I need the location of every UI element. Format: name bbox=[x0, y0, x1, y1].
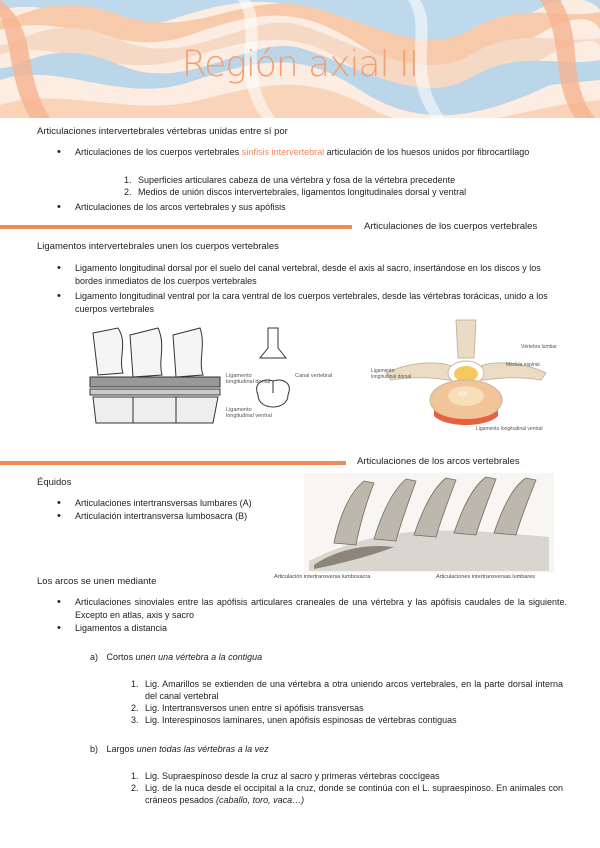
arcos-item-2: • Ligamentos a distancia bbox=[37, 622, 567, 635]
largos-desc: unen todas las vértebras a la vez bbox=[136, 744, 269, 754]
item-text: Lig. Amarillos se extienden de una vértebra a otra uniendo arcos vertebrales, en la parte dorsal interna del canal vertebral bbox=[145, 679, 563, 701]
fig1-label-ventral: Ligamento longitudinal ventral bbox=[226, 407, 272, 419]
fig1-label-canal: Canal vertebral bbox=[295, 373, 333, 379]
equidos-label: Équidos bbox=[37, 477, 72, 488]
fig1-label-dorsal: Ligamento longitudinal dorsal bbox=[226, 373, 271, 385]
intro-bullet-2: • Articulaciones de los arcos vertebrales y sus apófisis bbox=[37, 201, 567, 214]
intro-heading: Articulaciones intervertebrales vértebras unidas entre sí por bbox=[37, 126, 288, 137]
item-text: Lig. Supraespinoso desde la cruz al sacro y primeras vértebras coccígeas bbox=[145, 771, 440, 781]
lumbar-spine-figure bbox=[274, 473, 554, 585]
intro-list bbox=[37, 146, 567, 159]
item-text-italic: (caballo, toro, vaca…) bbox=[216, 795, 305, 805]
fig2-label-medula: Médula espinal bbox=[506, 362, 540, 368]
cortos-item-1: 1. Lig. Amarillos se extienden de una vértebra a otra uniendo arcos vertebrales, en la parte dorsal interna del canal vertebral bbox=[131, 679, 563, 701]
spine-sketch-figure bbox=[88, 323, 350, 433]
ligament-item-1: • Ligamento longitudinal dorsal por el suelo del canal vertebral, desde el axis al sacro, insertándose en los discos y los bordes inmediatos de los cuerpos vertebrales bbox=[37, 262, 567, 288]
fig3-label-lumbosacra: Articulación intertransversa lumbosacra bbox=[274, 574, 371, 580]
equidos-item-1: • Articulaciones intertransversas lumbares (A) bbox=[37, 497, 307, 510]
intro-sublist bbox=[124, 174, 564, 198]
ligament-item-2: • Ligamento longitudinal ventral por la cara ventral de los cuerpos vertebrales, desde las vértebras torácicas, unido a los cuerpos vertebrales bbox=[37, 290, 567, 316]
section-divider bbox=[0, 225, 352, 229]
fig2-label-ventral: Ligamento longitudinal ventral bbox=[476, 426, 543, 432]
highlight-term: sínfisis intervertebral bbox=[241, 147, 325, 157]
equidos-list bbox=[37, 497, 307, 523]
cortos-item-3: 3. Lig. Interespinosos laminares, unen apófisis espinosas de vértebras contiguas bbox=[131, 715, 457, 725]
section-divider bbox=[0, 461, 346, 465]
largos-list bbox=[131, 770, 563, 806]
section-intro: Ligamentos intervertebrales unen los cuerpos vertebrales bbox=[37, 241, 279, 252]
lumbar-spine-photo bbox=[304, 473, 554, 573]
largos-item-1: 1. Lig. Supraespinoso desde la cruz al sacro y primeras vértebras coccígeas bbox=[131, 771, 440, 781]
largos-label: Largos bbox=[106, 744, 137, 754]
fig2-label-dorsal: Ligamento longitudinal dorsal bbox=[371, 368, 412, 380]
sub-item-2: 2. Medios de unión discos intervertebrales, ligamentos longitudinales dorsal y ventral bbox=[124, 187, 467, 197]
fig2-label-vertebra: Vértebra lumbar bbox=[521, 344, 557, 350]
fig2-label-np: NP bbox=[459, 392, 468, 398]
cortos-heading bbox=[90, 652, 262, 662]
header-banner bbox=[0, 0, 600, 118]
sub-item-1: 1. Superficies articulares cabeza de una vértebra y fosa de la vértebra precedente bbox=[124, 175, 456, 185]
largos-item-2: 2. Lig. de la nuca desde el occipital a la cruz, donde se continúa con el L. supraespinoso. En animales con cráneos pesados (caballo, toro, vaca…) bbox=[131, 783, 563, 805]
cortos-item-2: 2. Lig. Intertransversos unen entre sí apófisis transversas bbox=[131, 703, 364, 713]
cortos-label: Cortos bbox=[106, 652, 136, 662]
section-heading: Articulaciones de los cuerpos vertebrales bbox=[364, 221, 538, 232]
cortos-desc: unen una vértebra a la contigua bbox=[135, 652, 263, 662]
list-marker: b) bbox=[90, 744, 99, 754]
largos-heading bbox=[90, 744, 269, 754]
arcos-label: Los arcos se unen mediante bbox=[37, 576, 157, 587]
intro-list-2 bbox=[37, 201, 567, 214]
sub-item-text: Medios de unión discos intervertebrales, ligamentos longitudinales dorsal y ventral bbox=[138, 187, 467, 197]
lumbar-vertebra-figure bbox=[366, 318, 566, 438]
item-text: Lig. de la nuca desde el occipital a la cruz, donde se continúa con el L. supraespinoso. En animales con cráneos pesados bbox=[145, 783, 563, 805]
sub-item-text: Superficies articulares cabeza de una vértebra y fosa de la vértebra precedente bbox=[138, 175, 456, 185]
item-text: Lig. Interespinosos laminares, unen apófisis espinosas de vértebras contiguas bbox=[145, 715, 457, 725]
bullet-text: Articulaciones de los cuerpos vertebrales bbox=[75, 147, 242, 157]
section-heading: Articulaciones de los arcos vertebrales bbox=[357, 456, 520, 467]
arcos-item-1: • Articulaciones sinoviales entre las apófisis articulares craneales de una vértebra y las apófisis caudales de la siguiente. Excepto en atlas, axis y sacro bbox=[37, 596, 567, 622]
ligament-list bbox=[37, 262, 567, 316]
equidos-item-2: • Articulación intertransversa lumbosacra (B) bbox=[37, 510, 307, 523]
item-text: Lig. Intertransversos unen entre sí apófisis transversas bbox=[145, 703, 364, 713]
page-title: Región axial II bbox=[181, 44, 419, 85]
bullet-text: articulación de los huesos unidos por fibrocartílago bbox=[324, 147, 530, 157]
fig3-label-lumbares: Articulaciones intertransversas lumbares bbox=[436, 574, 536, 580]
arcos-list bbox=[37, 596, 567, 635]
cortos-list bbox=[131, 678, 563, 726]
intro-bullet-1 bbox=[37, 146, 567, 159]
list-marker: a) bbox=[90, 652, 99, 662]
